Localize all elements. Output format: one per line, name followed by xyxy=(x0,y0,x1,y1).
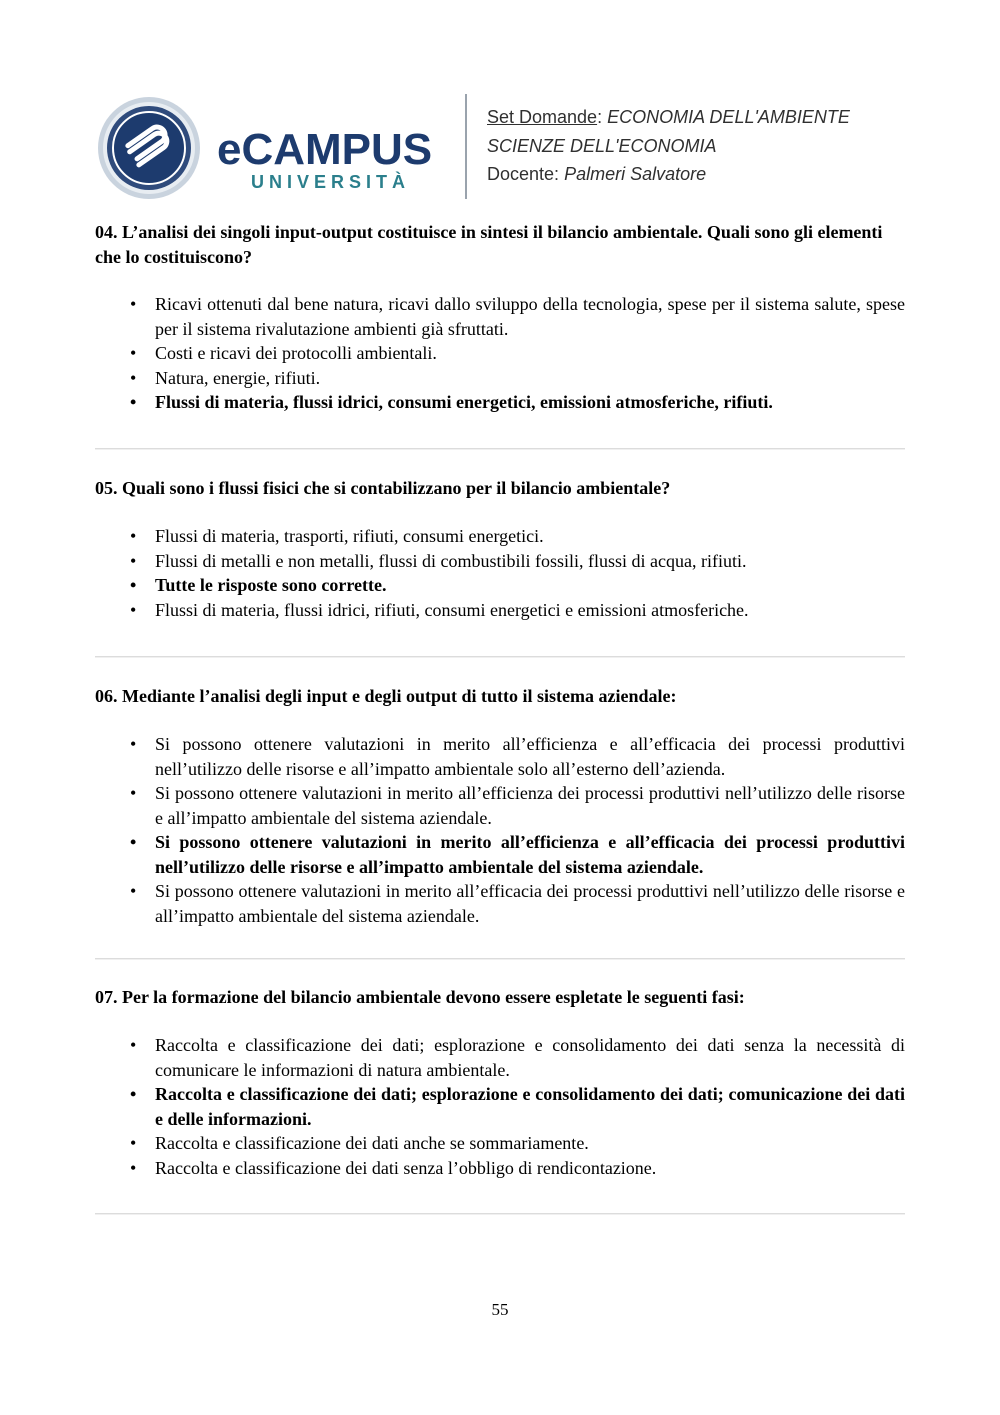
answer-item xyxy=(95,732,905,781)
bullet: • xyxy=(130,526,137,546)
answer-item-correct xyxy=(95,830,905,879)
question-04 xyxy=(95,220,905,269)
bullet: • xyxy=(130,734,137,754)
page-header xyxy=(97,94,917,204)
answer-list-04 xyxy=(95,292,905,415)
answer-list-07 xyxy=(95,1033,905,1180)
bullet: • xyxy=(130,294,137,314)
question-title: 05. Quali sono i flussi fisici che si contabilizzano per il bilancio ambientale? xyxy=(95,478,671,498)
answer-list-05 xyxy=(95,524,905,622)
answer-list-06 xyxy=(95,732,905,928)
docente-label: Docente xyxy=(487,164,555,184)
docente-line: Docente: Palmeri Salvatore xyxy=(487,164,707,184)
answer-text: Raccolta e classificazione dei dati; esplorazione e consolidamento dei dati; comunicazione dei dati e delle informazioni. xyxy=(155,1084,905,1129)
answer-text: Flussi di materia, flussi idrici, rifiuti, consumi energetici e emissioni atmosferiche. xyxy=(155,599,749,620)
question-separator xyxy=(95,958,905,959)
bullet: • xyxy=(130,392,137,412)
question-05 xyxy=(95,476,905,501)
faculty: SCIENZE DELL'ECONOMIA xyxy=(487,135,717,156)
answer-item xyxy=(95,1156,905,1181)
question-separator xyxy=(95,656,905,657)
bullet: • xyxy=(130,550,137,571)
set-value: ECONOMIA DELL'AMBIENTE xyxy=(607,107,850,127)
question-separator xyxy=(95,448,905,449)
answer-item xyxy=(95,524,905,549)
bullet: • xyxy=(130,832,137,852)
set-line: Set Domande: ECONOMIA DELL'AMBIENTE xyxy=(487,107,850,127)
answer-text: Flussi di materia, flussi idrici, consumi energetici, emissioni atmosferiche, rifiuti. xyxy=(155,392,773,412)
answer-item-correct xyxy=(95,1082,905,1131)
answer-item xyxy=(95,1033,905,1082)
answer-text: Ricavi ottenuti dal bene natura, ricavi dallo sviluppo della tecnologia, spese per il sistema salute, spese per il sistema rivalutazione ambienti già sfruttati. xyxy=(155,294,905,339)
docente-value: Palmeri Salvatore xyxy=(564,164,707,184)
answer-text: Raccolta e classificazione dei dati; esplorazione e consolidamento dei dati senza la necessità di comunicare le informazioni di natura ambientale. xyxy=(155,1035,905,1080)
answer-text: Natura, energie, rifiuti. xyxy=(155,367,321,388)
question-06 xyxy=(95,684,905,709)
answer-text: Costi e ricavi dei protocolli ambientali. xyxy=(155,343,437,363)
answer-item xyxy=(95,366,905,391)
question-title: 07. Per la formazione del bilancio ambientale devono essere espletate le seguenti fasi: xyxy=(95,987,745,1007)
answer-item xyxy=(95,341,905,366)
question-title: 06. Mediante l’analisi degli input e degli output di tutto il sistema aziendale: xyxy=(95,686,677,706)
bullet: • xyxy=(130,881,137,901)
answer-item xyxy=(95,292,905,341)
answer-text: Si possono ottenere valutazioni in merito all’efficacia dei processi produttivi nell’utilizzo delle risorse e all’impatto ambientale del sistema aziendale. xyxy=(155,881,905,926)
bullet: • xyxy=(130,343,137,363)
bullet: • xyxy=(130,599,137,620)
set-label: Set Domande xyxy=(487,107,598,127)
answer-text: Si possono ottenere valutazioni in merito all’efficienza dei processi produttivi nell’utilizzo delle risorse e all’impatto ambientale del sistema aziendale. xyxy=(155,783,905,828)
question-07 xyxy=(95,985,905,1010)
bullet: • xyxy=(130,1035,137,1055)
answer-item-correct xyxy=(95,390,905,415)
ecampus-wordmark-logo xyxy=(217,122,447,192)
answer-item xyxy=(95,781,905,830)
answer-item xyxy=(95,1131,905,1156)
answer-text: Raccolta e classificazione dei dati senza l’obbligo di rendicontazione. xyxy=(155,1157,657,1178)
bullet: • xyxy=(130,1084,137,1104)
answer-item-correct xyxy=(95,573,905,598)
answer-text: Tutte le risposte sono corrette. xyxy=(155,575,387,595)
ecampus-seal-logo xyxy=(97,96,201,200)
logo-text: eCAMPUS xyxy=(217,125,433,174)
answer-text: Flussi di materia, trasporti, rifiuti, consumi energetici. xyxy=(155,526,544,546)
question-separator xyxy=(95,1213,905,1214)
answer-text: Flussi di metalli e non metalli, flussi di combustibili fossili, flussi di acqua, rifiuti. xyxy=(155,550,747,571)
answer-text: Raccolta e classificazione dei dati anche se sommariamente. xyxy=(155,1133,589,1153)
page-number: 55 xyxy=(491,1300,509,1319)
bullet: • xyxy=(130,367,137,388)
bullet: • xyxy=(130,783,137,803)
bullet: • xyxy=(130,575,137,595)
logo-subtext: UNIVERSITÀ xyxy=(251,172,411,192)
bullet: • xyxy=(130,1157,137,1178)
answer-item xyxy=(95,879,905,928)
question-title: 04. L’analisi dei singoli input-output costituisce in sintesi il bilancio ambientale. Quali sono gli elementi che lo costituiscono? xyxy=(95,222,883,267)
header-info xyxy=(487,103,850,189)
answer-text: Si possono ottenere valutazioni in merito all’efficienza e all’efficacia dei processi produttivi nell’utilizzo delle risorse e all’impatto ambientale solo all’esterno dell’azienda. xyxy=(155,734,905,779)
faculty-line xyxy=(487,132,850,161)
answer-item xyxy=(95,549,905,574)
bullet: • xyxy=(130,1133,137,1153)
answer-item xyxy=(95,598,905,623)
answer-text: Si possono ottenere valutazioni in merito all’efficienza e all’efficacia dei processi produttivi nell’utilizzo delle risorse e all’impatto ambientale del sistema aziendale. xyxy=(155,832,905,877)
header-divider xyxy=(465,94,467,199)
